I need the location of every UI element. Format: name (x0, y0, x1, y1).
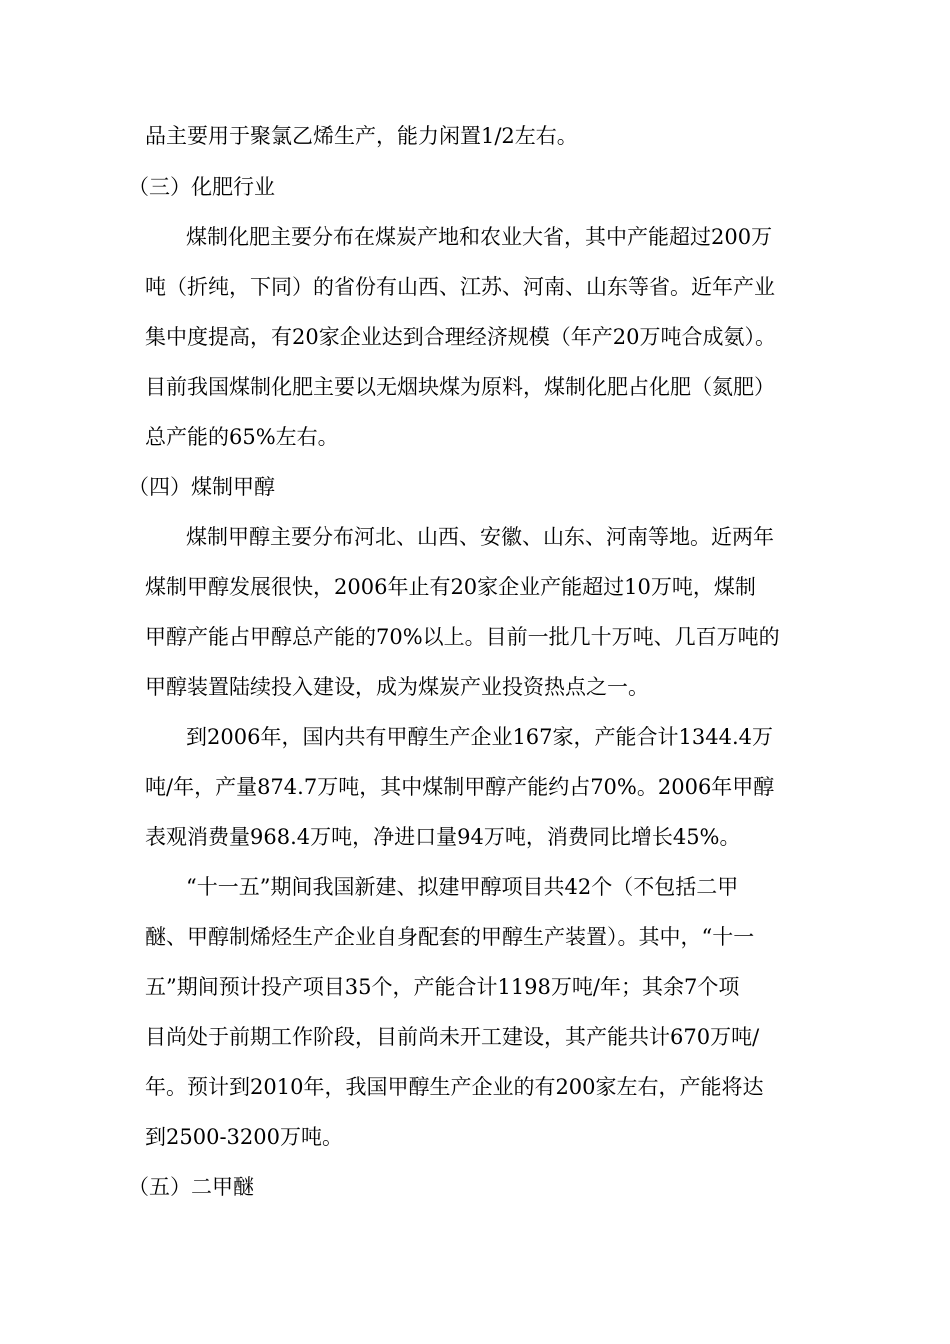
section-heading-fertilizer: （三）化肥行业 (128, 175, 275, 199)
paragraph-line: 吨（折纯，下同）的省份有山西、江苏、河南、山东等省。近年产业 (145, 275, 775, 299)
paragraph-line: 年。预计到2010年，我国甲醇生产企业的有200家左右，产能将达 (145, 1075, 764, 1099)
paragraph-line: 煤制甲醇发展很快，2006年止有20家企业产能超过10万吨，煤制 (145, 575, 756, 599)
paragraph-line: “十一五”期间我国新建、拟建甲醇项目共42个（不包括二甲 (186, 875, 739, 899)
paragraph-line: 吨/年，产量874.7万吨，其中煤制甲醇产能约占70%。2006年甲醇 (145, 775, 775, 799)
paragraph-line: 表观消费量968.4万吨，净进口量94万吨，消费同比增长45%。 (145, 825, 741, 849)
paragraph-line: 醚、甲醇制烯烃生产企业自身配套的甲醇生产装置）。其中，“十一 (145, 925, 755, 949)
paragraph-line: 甲醇产能占甲醇总产能的70%以上。目前一批几十万吨、几百万吨的 (145, 625, 780, 649)
section-heading-dme: （五）二甲醚 (128, 1175, 254, 1199)
paragraph-line: 品主要用于聚氯乙烯生产，能力闲置1/2左右。 (145, 124, 578, 148)
paragraph-line: 到2500-3200万吨。 (145, 1125, 343, 1149)
paragraph-line: 总产能的65%左右。 (145, 425, 339, 449)
paragraph-line: 煤制化肥主要分布在煤炭产地和农业大省，其中产能超过200万 (186, 225, 773, 249)
paragraph-line: 五”期间预计投产项目35个，产能合计1198万吨/年；其余7个项 (145, 975, 740, 999)
paragraph-line: 目尚处于前期工作阶段，目前尚未开工建设，其产能共计670万吨/ (145, 1025, 760, 1049)
paragraph-line: 到2006年，国内共有甲醇生产企业167家，产能合计1344.4万 (186, 725, 774, 749)
paragraph-line: 集中度提高，有20家企业达到合理经济规模（年产20万吨合成氨）。 (145, 325, 776, 349)
paragraph-line: 甲醇装置陆续投入建设，成为煤炭产业投资热点之一。 (145, 675, 649, 699)
section-heading-methanol: （四）煤制甲醇 (128, 475, 275, 499)
paragraph-line: 目前我国煤制化肥主要以无烟块煤为原料，煤制化肥占化肥（氮肥） (145, 375, 775, 399)
paragraph-line: 煤制甲醇主要分布河北、山西、安徽、山东、河南等地。近两年 (186, 525, 774, 549)
